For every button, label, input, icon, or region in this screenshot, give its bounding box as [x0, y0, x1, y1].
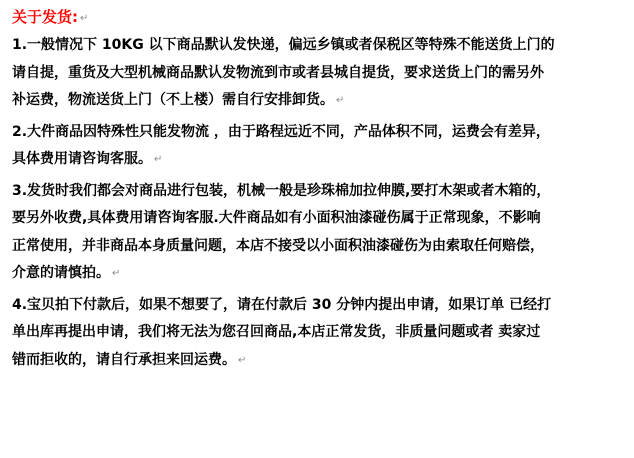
paragraph-mark-icon: ↵	[80, 13, 89, 24]
paragraph-line	[12, 260, 626, 288]
paragraph-line-text: 具体费用请咨询客服。	[12, 151, 152, 167]
paragraph-mark-icon: ↵	[238, 354, 247, 366]
paragraph-line-text: 错而拒收的，请自行承担来回运费。	[12, 351, 236, 368]
paragraph-line	[12, 146, 626, 174]
paragraph-line: 单出库再提出申请，我们将无法为您召回商品,本店正常发货，非质量问题或者 卖家过	[12, 324, 541, 340]
paragraph-mark-icon: ↵	[336, 95, 345, 106]
paragraph-line: 4.宝贝拍下付款后，如果不想要了，请在付款后 30 分钟内提出申请，如果订单 已经打	[12, 296, 552, 313]
paragraph-line: 请自提，重货及大型机械商品默认发物流到市或者县城自提货，要求送货上门的需另外	[12, 64, 544, 81]
paragraph-line: 2.大件商品因特殊性只能发物流 ，由于路程远近不同，产品体积不同，运费会有差异，	[12, 123, 550, 140]
policy-paragraph-1	[12, 32, 626, 115]
paragraph-line: 正常使用，并非商品本身质量问题，本店不接受以小面积油漆碰伤为由索取任何赔偿，	[12, 237, 544, 254]
paragraph-mark-icon: ↵	[154, 154, 163, 165]
paragraph-line: 3.发货时我们都会对商品进行包装，机械一般是珍珠棉加拉伸膜,要打木架或者木箱的，	[12, 182, 551, 199]
shipping-policy-document	[12, 6, 626, 374]
heading-text: 关于发货:	[12, 8, 78, 26]
paragraph-line-text: 补运费，物流送货上门（不上楼）需自行安排卸货。	[12, 92, 334, 108]
section-heading	[12, 6, 626, 28]
paragraph-mark-icon: ↵	[112, 268, 121, 279]
policy-paragraph-2	[12, 119, 626, 174]
paragraph-line: 1.一般情况下 10KG 以下商品默认发快递，偏远乡镇或者保税区等特殊不能送货上门的	[12, 37, 555, 53]
paragraph-line	[12, 347, 626, 375]
policy-paragraph-4	[12, 292, 626, 375]
paragraph-line	[12, 87, 626, 115]
paragraph-line: 要另外收费,具体费用请咨询客服.大件商品如有小面积油漆碰伤属于正常现象，不影响	[12, 210, 541, 226]
policy-paragraph-3	[12, 178, 626, 288]
paragraph-line-text: 介意的请慎拍。	[12, 265, 110, 281]
